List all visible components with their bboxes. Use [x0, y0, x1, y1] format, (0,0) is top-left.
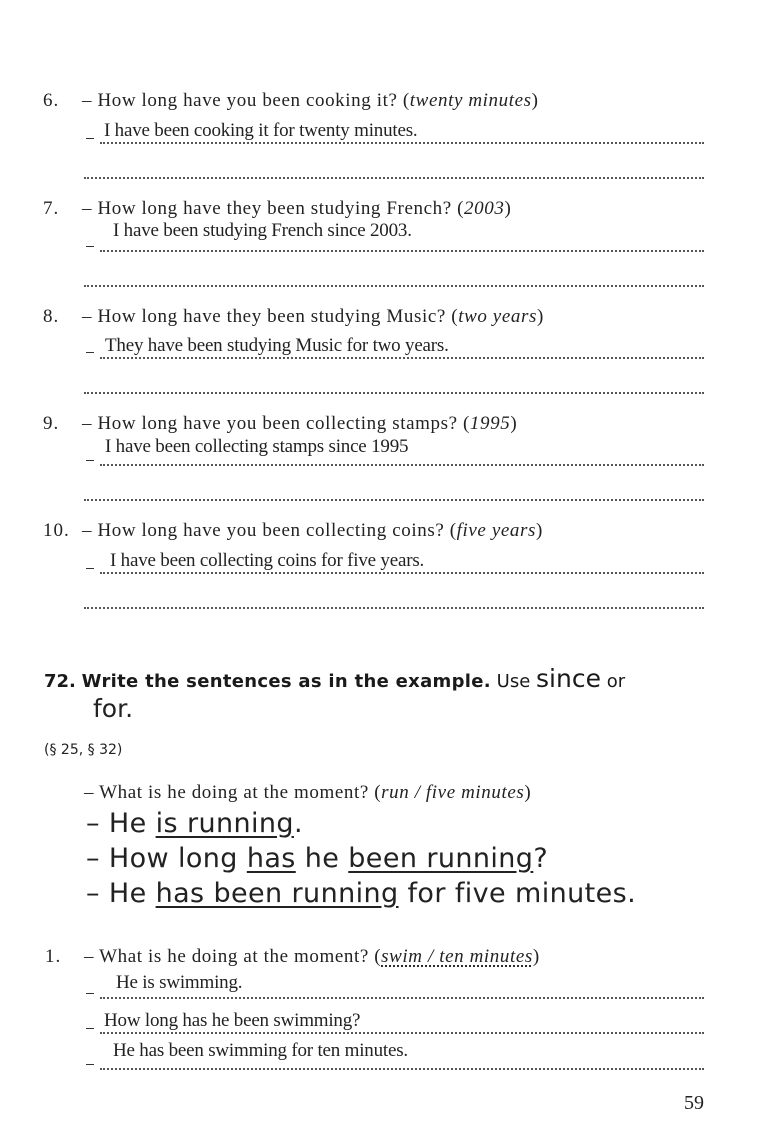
example-hint: run / five minutes	[381, 782, 525, 803]
item-7-question-text: – How long have they been studying French?	[82, 198, 452, 219]
item-1-answer-1: He is swimming.	[116, 972, 243, 993]
exercise-or: or	[606, 671, 626, 692]
answer-line	[84, 607, 704, 609]
exercise-number: 72.	[44, 671, 76, 692]
item-10-question: – How long have you been collecting coins? (five years)	[82, 520, 543, 541]
answer-line	[100, 250, 704, 252]
example-line-1	[86, 808, 303, 839]
answer-line	[100, 464, 704, 466]
answer-line	[100, 572, 704, 574]
item-10-question-text: – How long have you been collecting coins?	[82, 520, 445, 541]
item-6-question-text: – How long have you been cooking it?	[82, 90, 398, 111]
answer-line	[100, 997, 704, 999]
example-line-2-b: he	[295, 843, 349, 874]
answer-dash	[86, 138, 94, 139]
item-7-hint: 2003	[464, 198, 505, 219]
answer-line	[84, 177, 704, 179]
item-7-answer: I have been studying French since 2003.	[113, 220, 412, 241]
example-line-1-a: – He	[86, 808, 156, 839]
item-6-answer: I have been cooking it for twenty minutes.	[104, 120, 418, 141]
item-7-question: – How long have they been studying French? (2003)	[82, 198, 512, 219]
item-8-hint: two years	[458, 306, 537, 327]
example-line-3-b: for five minutes.	[398, 878, 637, 909]
grammar-refs: (§ 25, § 32)	[44, 742, 123, 758]
item-8-answer: They have been studying Music for two years.	[105, 335, 449, 356]
item-6-question: – How long have you been cooking it? (twenty minutes)	[82, 90, 539, 111]
example-line-2	[86, 843, 548, 874]
item-1-answer-3: He has been swimming for ten minutes.	[113, 1040, 408, 1061]
answer-line	[100, 1032, 704, 1034]
answer-dash	[86, 352, 94, 353]
example-question: – What is he doing at the moment? (run / five minutes)	[84, 782, 532, 803]
exercise-for: for.	[93, 694, 134, 723]
page-number: 59	[684, 1092, 704, 1114]
example-line-3-a: – He	[86, 878, 156, 909]
item-9-hint: 1995	[469, 413, 511, 434]
exercise-title: Write the sentences as in the example.	[81, 671, 491, 692]
answer-dash	[86, 246, 94, 247]
example-line-1-b: .	[293, 808, 303, 839]
answer-dash	[86, 460, 94, 461]
item-7-number: 7.	[43, 198, 60, 219]
item-1-question-text: – What is he doing at the moment?	[84, 946, 369, 967]
item-1-question: – What is he doing at the moment? (swim / ten minutes)	[84, 946, 540, 967]
answer-line	[100, 1068, 704, 1070]
answer-line	[84, 499, 704, 501]
item-8-question-text: – How long have they been studying Music?	[82, 306, 446, 327]
item-6-number: 6.	[43, 90, 60, 111]
item-6-hint: twenty minutes	[409, 90, 532, 111]
example-line-2-underlined-1: has	[246, 843, 296, 874]
item-9-answer: I have been collecting stamps since 1995	[105, 436, 409, 457]
item-8-question: – How long have they been studying Music? (two years)	[82, 306, 544, 327]
item-9-number: 9.	[43, 413, 60, 434]
item-10-hint: five years	[456, 520, 536, 541]
example-question-text: – What is he doing at the moment?	[84, 782, 369, 803]
item-1-answer-2: How long has he been swimming?	[104, 1010, 361, 1031]
answer-dash	[86, 568, 94, 569]
answer-dash	[86, 993, 94, 994]
exercise-use: Use	[496, 671, 531, 692]
item-1-number: 1.	[45, 946, 62, 967]
exercise-since: since	[536, 664, 601, 693]
example-line-1-underlined: is running	[155, 808, 294, 839]
exercise-heading	[44, 664, 625, 693]
example-line-2-c: ?	[533, 843, 549, 874]
answer-line	[100, 357, 704, 359]
answer-dash	[86, 1064, 94, 1065]
example-line-2-underlined-2: been running	[348, 843, 534, 874]
answer-line	[84, 392, 704, 394]
item-1-hint: swim / ten minutes	[381, 946, 533, 967]
item-10-number: 10.	[43, 520, 70, 541]
example-line-3	[86, 878, 636, 909]
item-10-answer: I have been collecting coins for five years.	[110, 550, 425, 571]
example-line-2-a: – How long	[86, 843, 247, 874]
example-line-3-underlined: has been running	[155, 878, 399, 909]
item-9-question-text: – How long have you been collecting stamps?	[82, 413, 458, 434]
item-8-number: 8.	[43, 306, 60, 327]
answer-line	[84, 285, 704, 287]
answer-line	[100, 142, 704, 144]
answer-dash	[86, 1028, 94, 1029]
item-9-question: – How long have you been collecting stamps? (1995)	[82, 413, 518, 434]
